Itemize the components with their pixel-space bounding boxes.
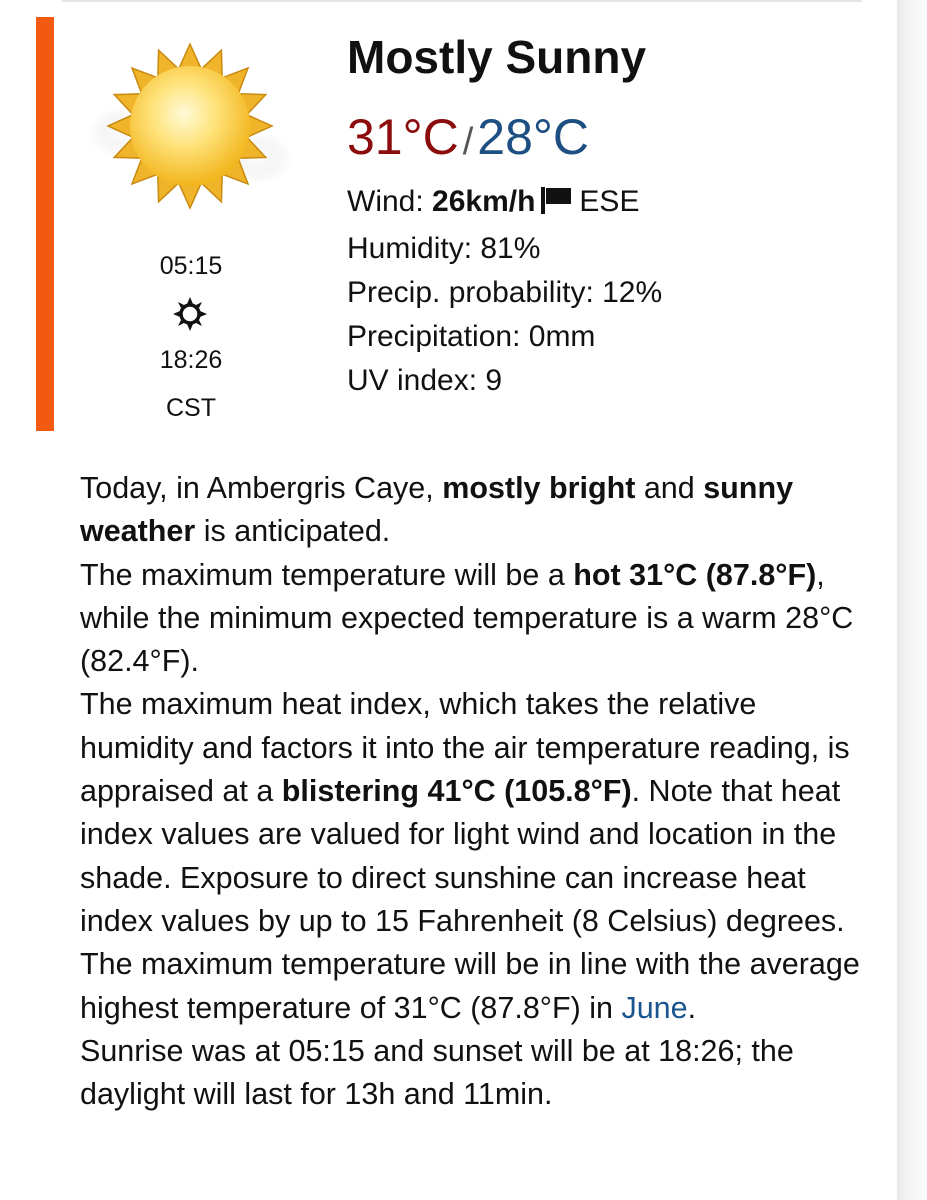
description-text: is anticipated. — [195, 514, 391, 549]
description-paragraph-5: Sunrise was at 05:15 and sunset will be at 18:26; the daylight will last for 13h and 11min. — [80, 1033, 794, 1112]
description-text: The maximum temperature will be in line with the average highest temperature of 31°C (87.8°F) in — [80, 947, 860, 1025]
sunrise-sunset-icon — [172, 296, 208, 332]
temperature-range — [347, 108, 589, 166]
wind-direction: ESE — [579, 185, 640, 218]
high-temperature: 31°C — [347, 109, 459, 165]
sun-icon — [88, 28, 293, 218]
description-emphasis: hot 31°C (87.8°F) — [573, 557, 817, 592]
wind-direction-flag-icon — [539, 183, 573, 227]
description-text: The maximum temperature will be a — [80, 557, 574, 592]
scroll-gutter — [897, 0, 927, 1200]
description-text: Today, in Ambergris Caye, — [80, 471, 443, 505]
description-paragraph-2 — [80, 554, 870, 684]
description-text: . Note that heat index values are valued for light wind and location in the shade. Exposure to direct sunshine can increase heat index values by up to 15 Fahrenheit (8 Celsius) degrees. — [80, 774, 845, 938]
condition-title: Mostly Sunny — [347, 31, 647, 83]
description-text: and — [635, 471, 704, 505]
wind-label: Wind: — [347, 185, 433, 218]
low-temperature: 28°C — [477, 109, 589, 165]
day-accent-bar — [36, 17, 54, 431]
forecast-description — [80, 467, 870, 1116]
precip-probability-row: Precip. probability: 12% — [347, 276, 663, 309]
sunrise-time: 05:15 — [159, 252, 223, 280]
description-emphasis: mostly bright — [442, 471, 636, 505]
month-link[interactable]: June — [621, 990, 688, 1025]
precipitation-row: Precipitation: 0mm — [347, 320, 596, 353]
description-paragraph-4 — [80, 943, 870, 1030]
temperature-separator: / — [462, 121, 474, 163]
description-paragraph-3 — [80, 683, 870, 943]
humidity-row: Humidity: 81% — [347, 232, 541, 265]
description-text: The maximum heat index, which takes the relative humidity and factors it into the air temperature reading, is appraised at a — [80, 687, 850, 809]
description-text: , while the minimum expected temperature is a warm 28°C (82.4°F). — [80, 557, 854, 679]
description-text: . — [687, 990, 697, 1025]
description-paragraph-1 — [80, 467, 870, 554]
uv-index-row: UV index: 9 — [347, 364, 503, 397]
description-emphasis: blistering 41°C (105.8°F) — [281, 774, 632, 809]
description-emphasis: sunny weather — [80, 471, 794, 549]
wind-row — [347, 180, 662, 227]
sunset-time: 18:26 — [159, 346, 223, 374]
top-divider — [62, 0, 862, 2]
weather-details — [347, 180, 662, 403]
wind-speed: 26km/h — [432, 185, 536, 218]
timezone-label: CST — [166, 394, 216, 422]
